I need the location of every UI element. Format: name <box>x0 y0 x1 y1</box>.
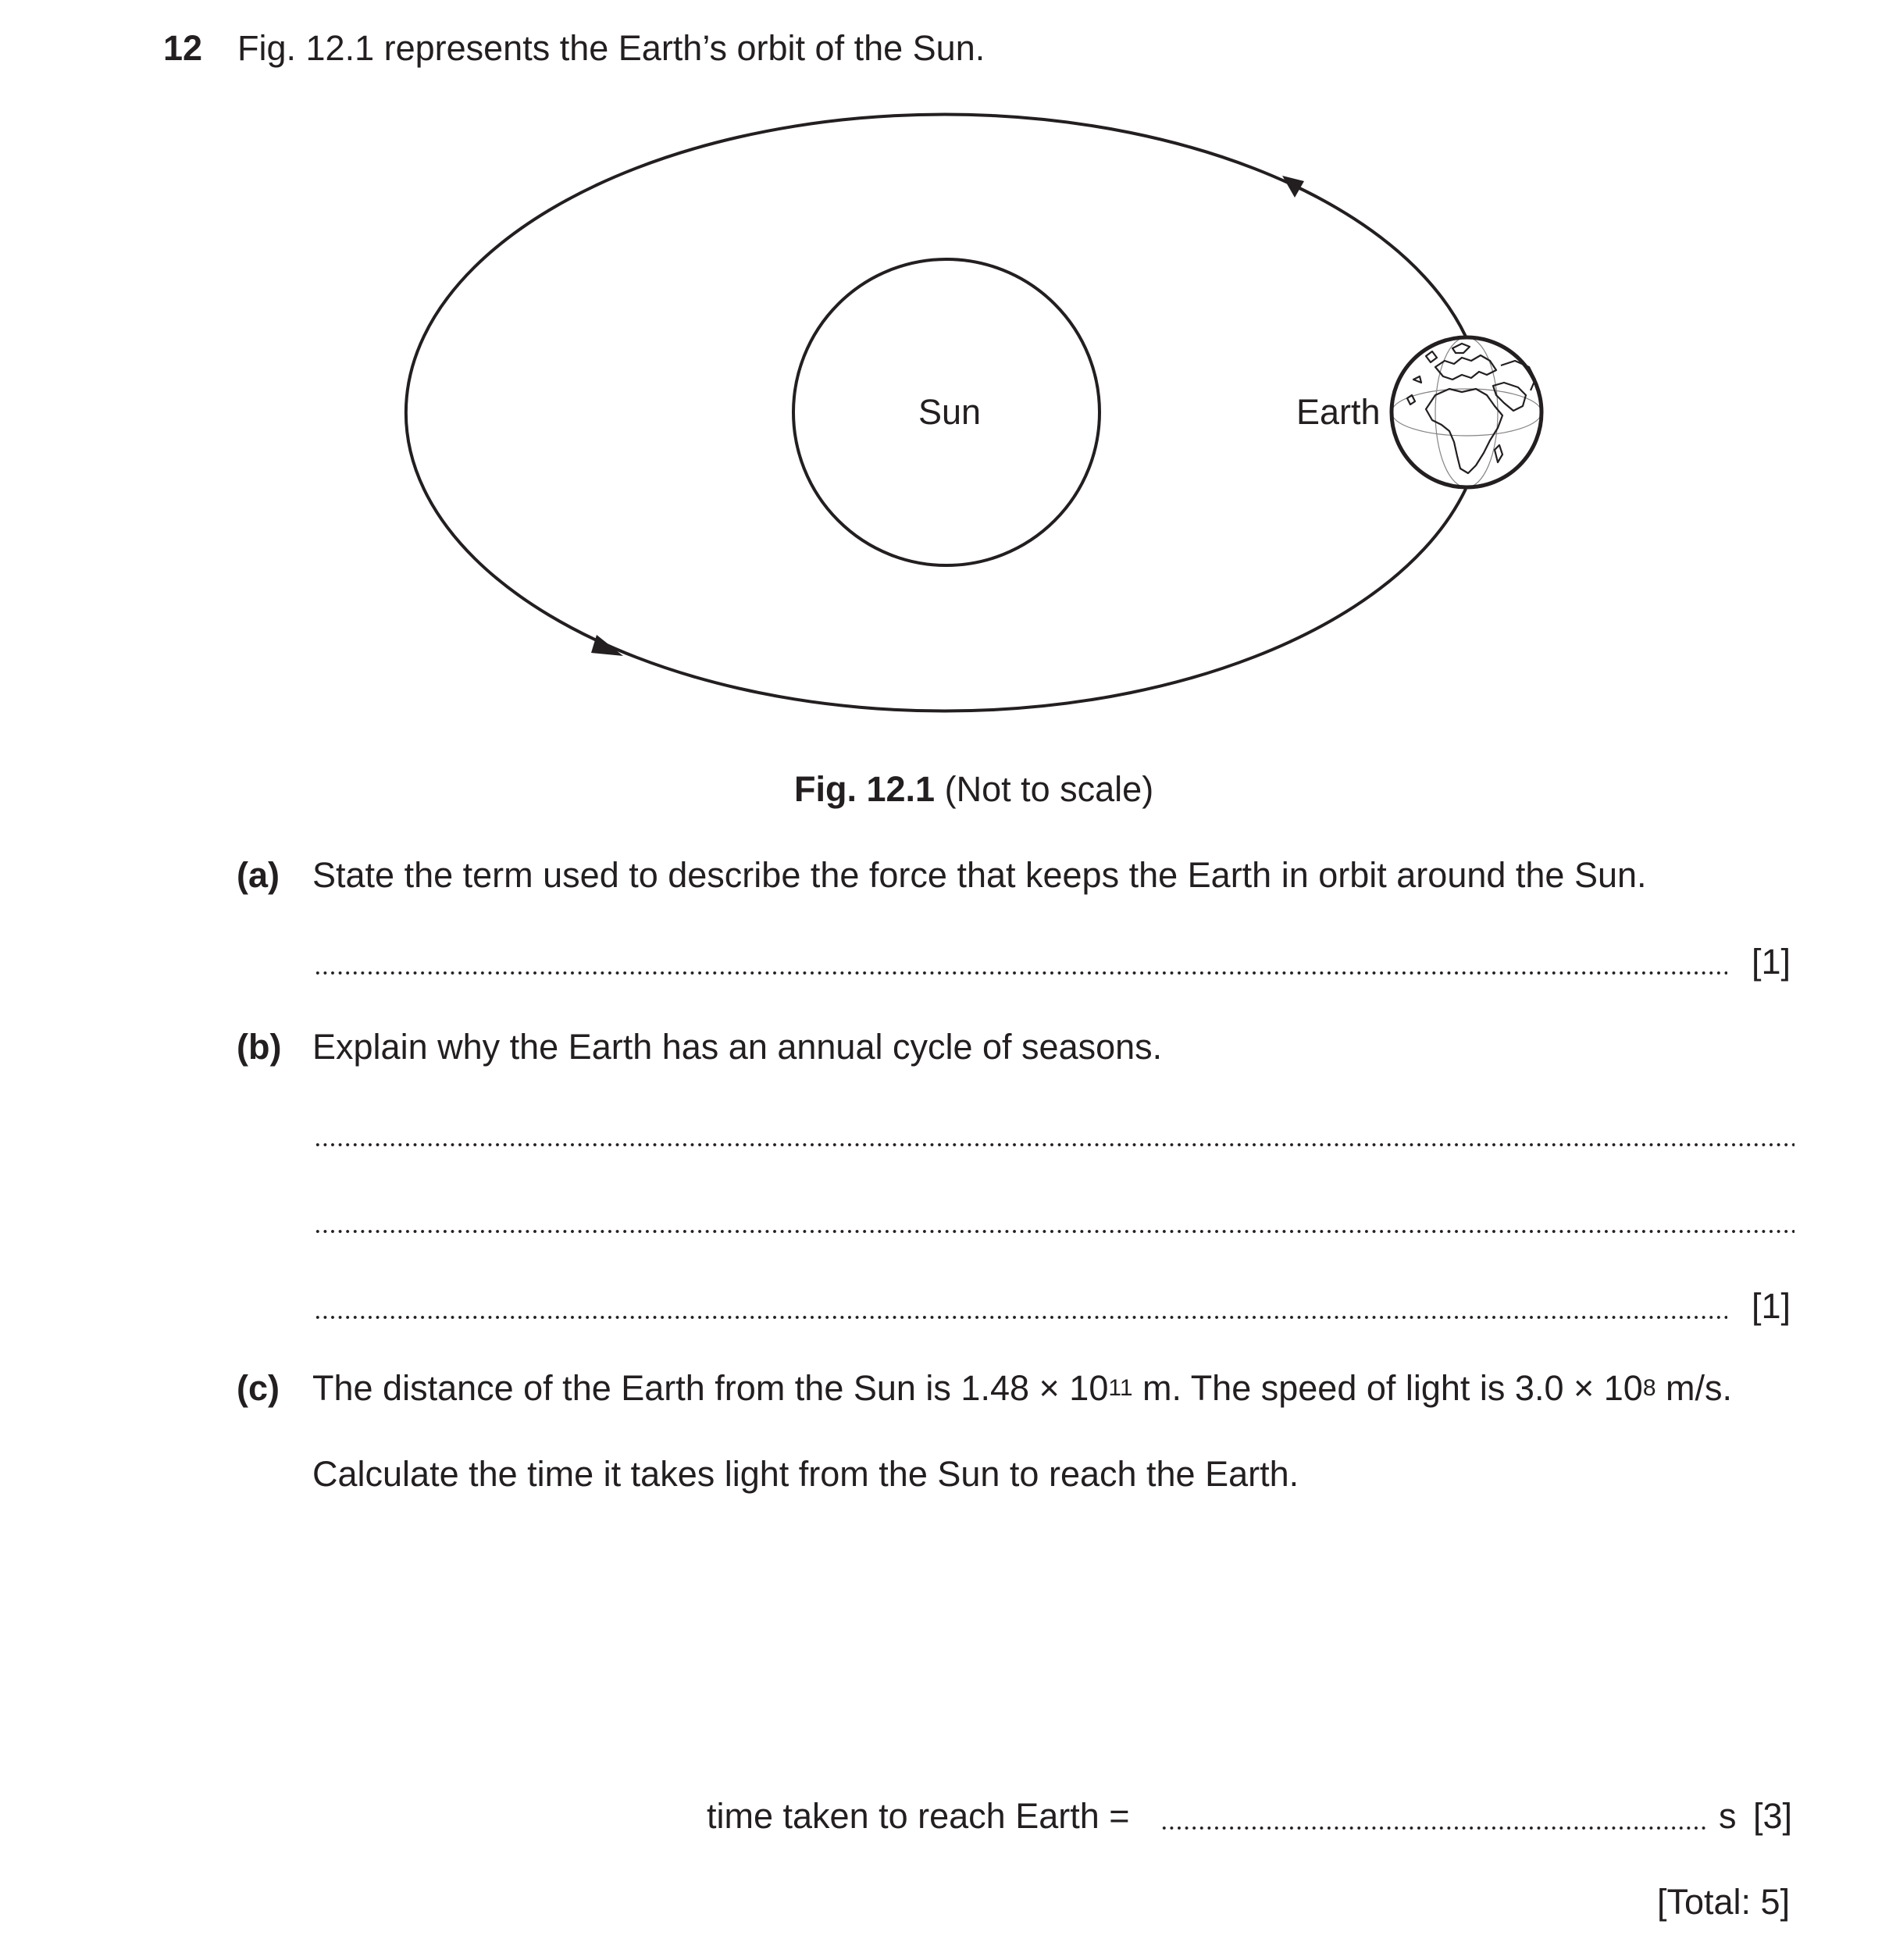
part-c-text-2: m. The speed of light is 3.0 × 10 <box>1132 1368 1643 1408</box>
question-intro: Fig. 12.1 represents the Earth’s orbit of the Sun. <box>237 28 985 68</box>
part-c-answer-label: time taken to reach Earth = <box>707 1796 1130 1836</box>
part-a-label: (a) <box>237 855 280 895</box>
part-c-label: (c) <box>237 1368 280 1408</box>
earth-label: Earth <box>1296 392 1381 432</box>
part-b-marks: [1] <box>1752 1286 1791 1326</box>
part-c-text-3: m/s. <box>1656 1368 1733 1408</box>
part-c-exponent-2: 8 <box>1642 1375 1656 1401</box>
earth-globe-icon <box>1392 337 1541 487</box>
total-marks: [Total: 5] <box>1657 1882 1791 1922</box>
question-number: 12 <box>163 28 203 68</box>
part-a-answer-line[interactable] <box>314 971 1727 975</box>
sun-label: Sun <box>918 392 982 432</box>
part-b-question: Explain why the Earth has an annual cycle of seasons. <box>312 1027 1163 1067</box>
part-b-label: (b) <box>237 1027 282 1067</box>
part-c-question <box>312 1368 1732 1409</box>
part-b-answer-line-3[interactable] <box>314 1315 1727 1320</box>
part-c-text-1: The distance of the Earth from the Sun is 1.48 × 10 <box>312 1368 1109 1408</box>
figure-caption-number: Fig. 12.1 <box>794 769 936 809</box>
part-c-answer-unit: s <box>1719 1796 1737 1836</box>
part-c-answer-line[interactable] <box>1160 1826 1709 1830</box>
part-b-answer-line-1[interactable] <box>314 1142 1795 1147</box>
orbit-arrow-top <box>1282 176 1304 198</box>
part-c-exponent-1: 11 <box>1108 1375 1133 1401</box>
part-a-question: State the term used to describe the force that keeps the Earth in orbit around the Sun. <box>312 855 1647 895</box>
figure-caption <box>794 769 1153 810</box>
part-c-marks: [3] <box>1753 1796 1793 1836</box>
part-c-instruction: Calculate the time it takes light from the Sun to reach the Earth. <box>312 1454 1299 1494</box>
orbit-diagram <box>0 0 1889 781</box>
orbit-arrow-bottom <box>591 635 623 656</box>
part-b-answer-line-2[interactable] <box>314 1229 1795 1234</box>
part-a-marks: [1] <box>1752 942 1791 982</box>
figure-caption-note: (Not to scale) <box>944 769 1154 809</box>
